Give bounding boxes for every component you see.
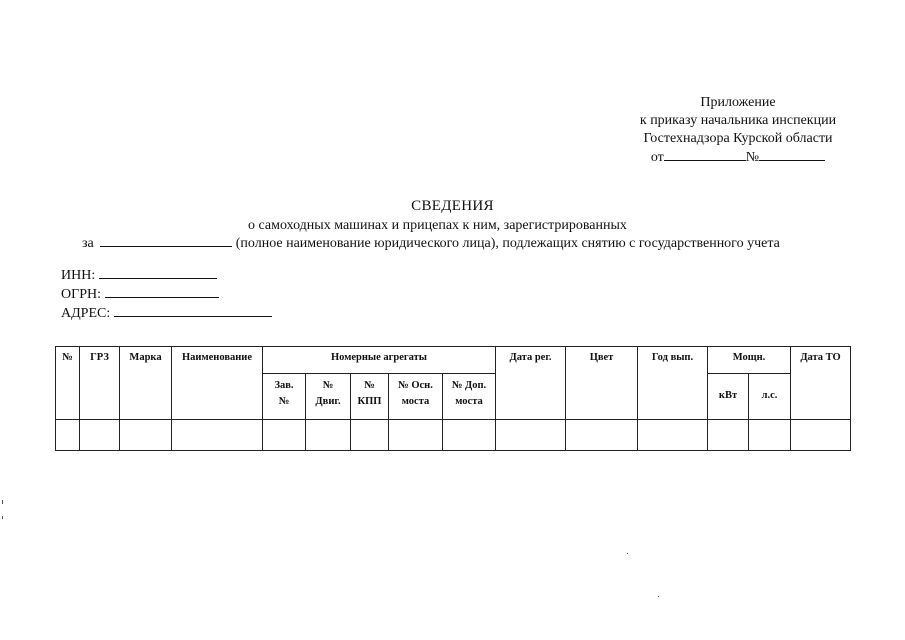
table-row [56,420,851,451]
col-extra-axle-number [443,374,496,420]
ogrn-label: ОГРН: [61,287,101,302]
cell-extra-axle-number[interactable] [443,420,496,451]
cell-brand[interactable] [120,420,172,451]
appendix-date-number-line [600,148,876,167]
legal-entity-blank[interactable] [100,235,232,247]
col-main-axle-number-l2: моста [401,396,430,407]
col-factory-number-l1: Зав. [274,380,294,391]
cell-color[interactable] [566,420,638,451]
cell-engine-number[interactable] [306,420,351,451]
col-engine-number-l2: Двиг. [315,396,341,407]
inn-label: ИНН: [61,268,96,283]
address-label: АДРЕС: [61,306,111,321]
col-brand: Марка [120,347,172,420]
address-row [61,304,272,323]
scan-speck [658,596,659,597]
date-label: от [650,150,664,165]
cell-power-kw[interactable] [708,420,749,451]
machines-table [55,346,851,451]
cell-gearbox-number[interactable] [351,420,389,451]
document-subtitle: о самоходных машинах и прицепах к ним, зарегистрированных [248,218,627,233]
identifiers-block [61,266,272,323]
ogrn-blank[interactable] [105,285,219,298]
cell-power-hp[interactable] [749,420,791,451]
document-title: СВЕДЕНИЯ [411,198,494,214]
appendix-order-line: к приказу начальника инспекции [639,113,837,128]
address-blank[interactable] [114,304,272,317]
col-power-group: Мощн. [708,347,791,374]
col-extra-axle-number-l2: моста [455,396,483,407]
number-blank[interactable] [759,148,825,161]
col-year: Год вып. [638,347,708,420]
cell-main-axle-number[interactable] [389,420,443,451]
appendix-authority-line: Гостехнадзора Курской области [643,131,833,146]
cell-reg-date[interactable] [496,420,566,451]
col-to-date: Дата ТО [791,347,851,420]
col-power-hp: л.с. [749,374,791,420]
scan-speck [2,500,3,504]
col-reg-date: Дата рег. [496,347,566,420]
col-extra-axle-number-l1: № Доп. [451,380,487,391]
col-grz: ГРЗ [80,347,120,420]
col-engine-number-l1: № [322,380,334,391]
col-main-axle-number-l1: № Осн. [398,380,433,391]
ogrn-row [61,285,272,304]
cell-name[interactable] [172,420,263,451]
scan-speck [627,553,628,554]
cell-grz[interactable] [80,420,120,451]
col-factory-number [263,374,306,420]
cell-year[interactable] [638,420,708,451]
col-name: Наименование [172,347,263,420]
col-number: № [56,347,80,420]
scan-speck [2,516,3,519]
inn-blank[interactable] [99,266,217,279]
appendix-title: Приложение [700,95,776,110]
col-gearbox-number-l1: № [364,380,375,391]
col-power-kw: кВт [708,374,749,420]
col-main-axle-number [389,374,443,420]
date-blank[interactable] [664,148,746,161]
legal-entity-line [82,235,780,252]
cell-number[interactable] [56,420,80,451]
col-color: Цвет [566,347,638,420]
col-engine-number [306,374,351,420]
number-label: № [745,150,760,165]
inn-row [61,266,272,285]
cell-to-date[interactable] [791,420,851,451]
col-gearbox-number-l2: КПП [357,396,382,407]
col-units-group: Номерные агрегаты [263,347,496,374]
legal-entity-description: (полное наименование юридического лица), подлежащих снятию с государственного учета [235,236,780,251]
appendix-block [600,94,876,167]
col-gearbox-number [351,374,389,420]
cell-factory-number[interactable] [263,420,306,451]
col-factory-number-l2: № [278,396,290,407]
for-label: за [82,236,94,251]
table-header-row-1 [56,347,851,374]
